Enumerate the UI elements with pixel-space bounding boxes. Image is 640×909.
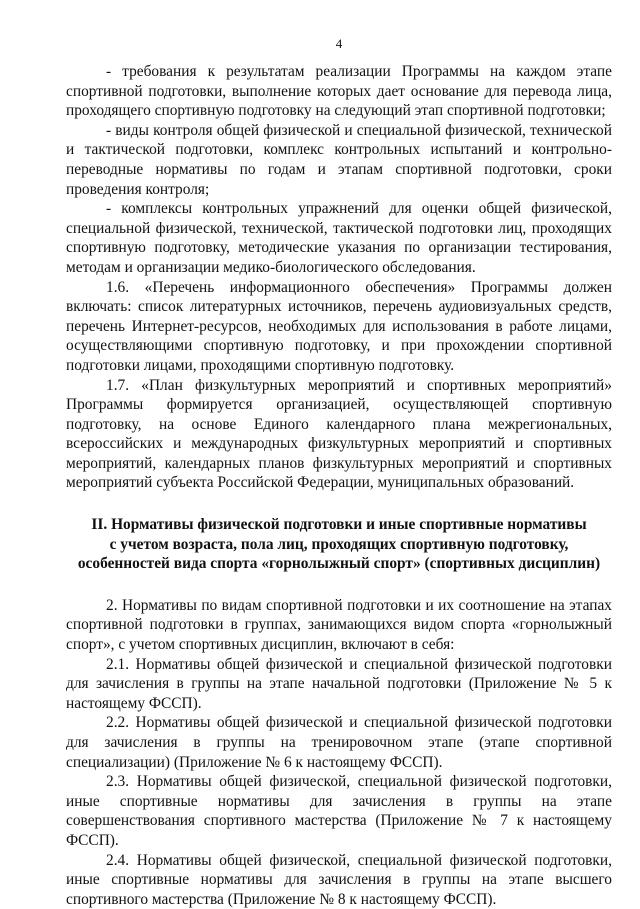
section-title-line-2: с учетом возраста, пола лиц, проходящих спортивную подготовку, — [109, 535, 569, 553]
document-page — [66, 36, 612, 909]
paragraph-control-types: - виды контроля общей физической и специальной физической, технической и тактической подготовки, комплекс контрольных испытаний и контрольно-переводные нормативы по годам и этапам спортивной подготовки, сроки проведения контроля; — [66, 121, 612, 198]
section-title — [66, 515, 612, 574]
paragraph-2-3: 2.3. Нормативы общей физической, специальной физической подготовки, иные спортивные нормативы для зачисления в группы на этапе совершенствования спортивного мастерства (Приложение № 7 к настоящему ФССП). — [66, 773, 612, 849]
paragraph-1-7: 1.7. «План физкультурных мероприятий и спортивных мероприятий» Программы формируется организацией, осуществляющей спортивную подготовку, на основе Единого календарного плана межрегиональных, всероссийских и международных физкультурных мероприятий и спортивных мероприятий, календарных планов физкультурных мероприятий и спортивных мероприятий субъекта Российской Федерации, муниципальных образований. — [66, 376, 612, 492]
paragraph-1-6: 1.6. «Перечень информационного обеспечения» Программы должен включать: список литературных источников, перечень аудиовизуальных средств, перечень Интернет-ресурсов, необходимых для использования в работе лицами, осуществляющими спортивную подготовку, и при прохождении спортивной подготовки лицами, проходящими спортивную подготовку. — [66, 278, 612, 374]
page-number: 4 — [335, 36, 343, 51]
paragraph-2: 2. Нормативы по видам спортивной подготовки и их соотношение на этапах спортивной подготовки в группах, занимающихся видом спорта «горнолыжный спорт», с учетом спортивных дисциплин, включают в себя: — [66, 596, 612, 654]
paragraph-control-exercises: - комплексы контрольных упражнений для оценки общей физической, специальной физической, технической, тактической подготовки лиц, проходящих спортивную подготовку, методические указания по организации тестирования, методам и организации медико-биологического обследования. — [66, 200, 612, 276]
paragraph-requirements: - требования к результатам реализации Программы на каждом этапе спортивной подготовки, выполнение которых дает основание для перевода лица, проходящего спортивную подготовку на следующий этап спортивной подготовки; — [66, 63, 612, 120]
paragraph-2-1: 2.1. Нормативы общей физической и специальной физической подготовки для зачисления в группы на этапе начальной подготовки (Приложение № 5 к настоящему ФССП). — [66, 655, 612, 712]
paragraph-2-2: 2.2. Нормативы общей физической и специальной физической подготовки для зачисления в группы на тренировочном этапе (этапе спортивной специализации) (Приложение № 6 к настоящему ФССП). — [66, 714, 612, 771]
section-title-line-1: II. Нормативы физической подготовки и иные спортивные нормативы — [91, 516, 587, 534]
section-title-line-3: особенностей вида спорта «горнолыжный спорт» (спортивных дисциплин) — [77, 555, 601, 573]
paragraph-2-4: 2.4. Нормативы общей физической, специальной физической подготовки, иные спортивные нормативы для зачисления в группы на этапе высшего спортивного мастерства (Приложение № 8 к настоящему ФССП). — [66, 851, 612, 908]
